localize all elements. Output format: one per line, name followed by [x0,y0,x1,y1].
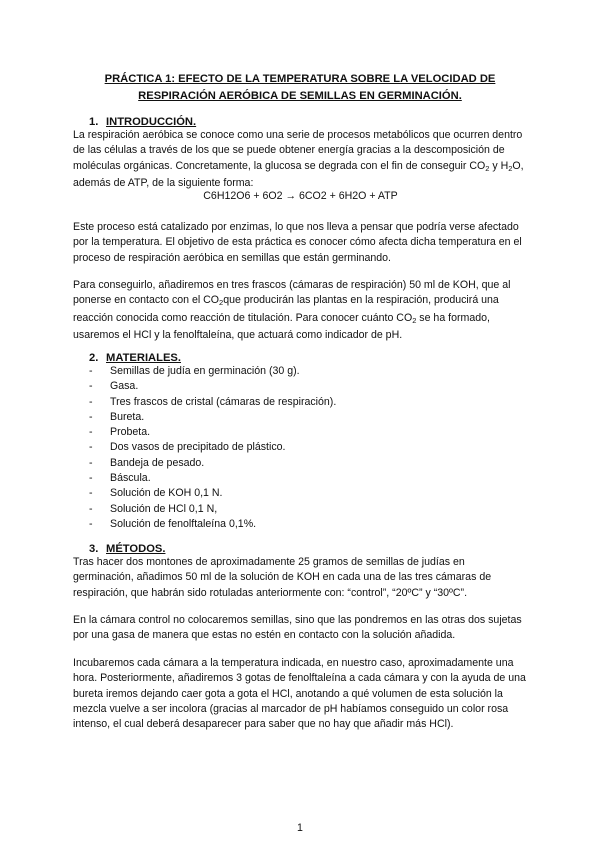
title-line-2: RESPIRACIÓN AERÓBICA DE SEMILLAS EN GERMINACIÓN. [138,90,462,102]
list-item: - Solución de fenolftaleína 0,1%. [89,517,257,530]
intro-p1-sub-1: 2 [485,163,490,173]
intro-p3-text-a: Para conseguirlo, añadiremos en tres frascos (cámaras de respiración) 50 ml de KOH, que al ponerse en contacto con el CO [73,279,511,307]
intro-p3-text-b: que producirán las plantas en la respiración, producirá una reacción conocida como reacción de titulación. Para conocer cuánto CO [73,294,499,324]
list-item: - Dos vasos de precipitado de plástico. [89,441,286,454]
intro-heading [0,115,196,129]
materials-list [89,364,529,532]
methods-paragraph-1: Tras hacer dos montones de aproximadamente 25 gramos de semillas de judías en germinación, añadimos 50 ml de la solución de KOH en cada una de las tres cámaras de respiración, que habrán sido rotuladas anteriormente con: “control”, “20ºC” y “30ºC”. [73,556,492,599]
methods-number: 3. [89,543,99,555]
materials-heading [0,351,181,365]
intro-number: 1. [89,116,99,128]
intro-paragraph-3 [73,278,528,343]
intro-p3-sub-1: 2 [219,298,224,308]
methods-label: MÉTODOS. [106,543,166,555]
methods-paragraph-2: En la cámara control no colocaremos semillas, sino que las pondremos en las otras dos sujetas por una gasa de manera que estas no estén en contacto con la solución añadida. [73,614,522,642]
respiration-equation: C6H12O6 + 6O2 → 6CO2 + 6H2O + ATP [203,190,398,202]
list-item: - Probeta. [89,426,151,439]
intro-p1-sub-2: 2 [508,163,513,173]
intro-p1-text-a: La respiración aeróbica se conoce como una serie de procesos metabólicos que ocurren dentro de las células a través de los que se puede obtener energía gracias a la descomposición de moléculas orgánicas. Concretamente, la glucosa se degrada con el fin de conseguir CO [73,129,523,172]
intro-p3-text-c: se ha formado, usaremos el HCl y la fenolftaleína, que actuará como indicador de pH. [73,311,490,341]
list-item: - Bureta. [89,410,145,423]
list-item: - Báscula. [89,472,151,485]
intro-p1-text-b: y H [489,159,509,172]
methods-heading [0,542,165,556]
intro-label: INTRODUCCIÓN. [106,116,197,128]
materials-number: 2. [89,352,99,364]
intro-paragraph-2: Este proceso está catalizado por enzimas, lo que nos lleva a pensar que podría verse afectado por la temperatura. El objetivo de esta práctica es conocer cómo afecta dicha temperatura en el proceso de respiración aeróbica en semillas que están germinando. [73,221,522,264]
page-number: 1 [297,822,303,834]
intro-p1-text-c: O, además de ATP, de la siguiente forma: [73,159,524,189]
list-item: - Tres frascos de cristal (cámaras de respiración). [89,395,337,408]
intro-p3-sub-2: 2 [412,315,417,325]
list-item: - Semillas de judía en germinación (30 g). [89,365,300,377]
methods-paragraph-3: Incubaremos cada cámara a la temperatura indicada, en nuestro caso, aproximadamente una hora. Posteriormente, añadiremos 3 gotas de fenolftaleína a cada cámara y con la ayuda de una bureta iremos dejando caer gota a gota el HCl, anotando a qué volumen de esta solución la mezcla vuelve a ser incolora (gracias al marcador de pH habíamos conseguido un color rosa intenso, el cual deberá desaparecer para saber que no hay que añadir más HCl). [73,657,526,731]
materials-label: MATERIALES. [106,352,181,364]
list-item: - Bandeja de pesado. [89,456,205,469]
title-line-1: PRÁCTICA 1: EFECTO DE LA TEMPERATURA SOBRE LA VELOCIDAD DE [104,73,496,85]
intro-paragraph-1 [73,128,528,191]
list-item: - Gasa. [89,380,139,393]
document-title [60,71,540,105]
list-item: - Solución de KOH 0,1 N. [89,487,223,500]
list-item: - Solución de HCl 0,1 N, [89,502,218,515]
